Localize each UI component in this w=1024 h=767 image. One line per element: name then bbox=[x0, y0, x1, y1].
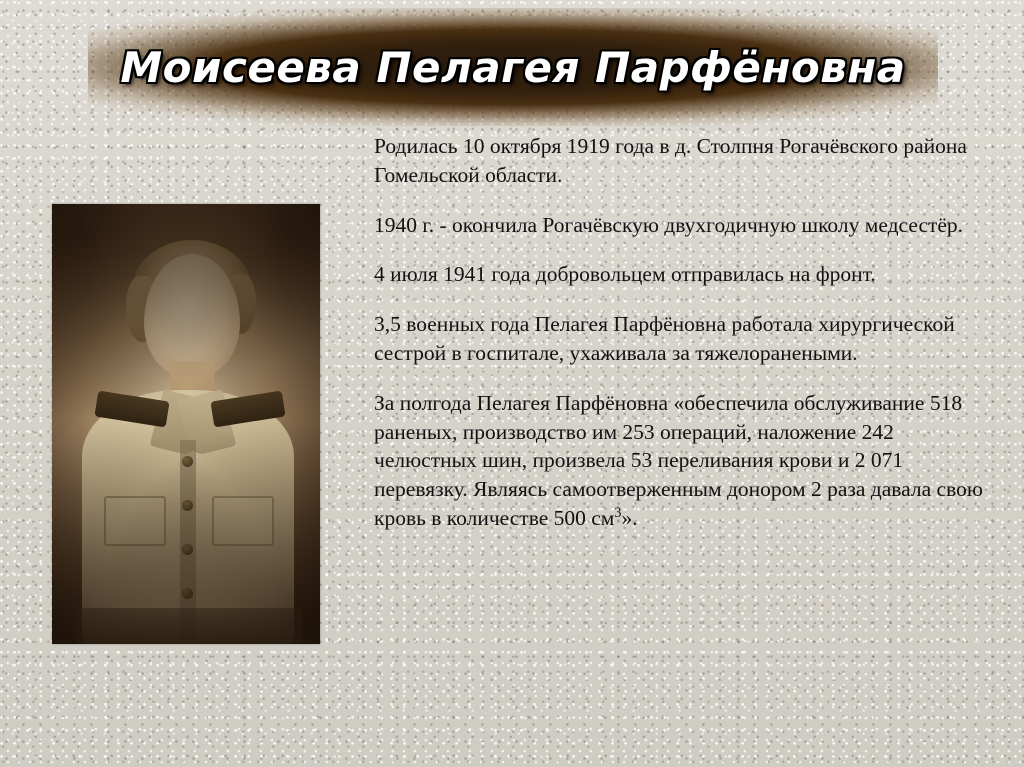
page-title: Моисеева Пелагея Парфёновна bbox=[120, 42, 906, 92]
photo-vignette bbox=[52, 204, 320, 644]
biography-paragraph: 4 июля 1941 года добровольцем отправилась на фронт. bbox=[374, 262, 876, 287]
portrait-photo bbox=[52, 204, 320, 644]
biography-paragraph-tail: ». bbox=[621, 506, 638, 531]
biography-paragraph: 1940 г. - окончила Рогачёвскую двухгодичную школу медсестёр. bbox=[374, 212, 964, 237]
biography-paragraph-text: За полгода Пелагея Парфёновна «обеспечила обслуживание 518 раненых, производство им 253 операций, наложение 242 челюстных шин, произвела 53 переливания крови и 2 071 перевязку. Являясь самоотверженным донором 2 раза давала свою кровь в количестве 500 см bbox=[374, 390, 983, 531]
biography-paragraph: 3,5 военных года Пелагея Парфёновна работала хирургической сестрой в госпитале, ухаживала за тяжелоранеными. bbox=[374, 312, 955, 365]
title-banner bbox=[88, 8, 938, 126]
biography-paragraph-last bbox=[374, 389, 986, 533]
biography-text-column bbox=[374, 132, 986, 533]
cubic-superscript: 3 bbox=[614, 504, 622, 521]
biography-paragraph: Родилась 10 октября 1919 года в д. Столпня Рогачёвского района Гомельской области. bbox=[374, 134, 967, 187]
